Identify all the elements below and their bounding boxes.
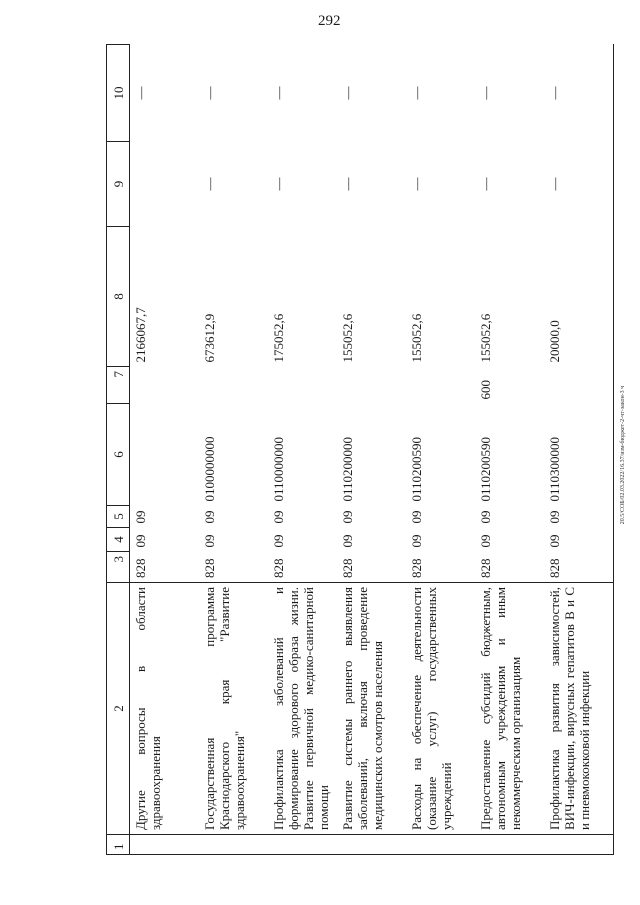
budget-table-rotated bbox=[106, 45, 606, 855]
row-code: 828 bbox=[271, 558, 286, 578]
row-amount: 155052,6 bbox=[409, 313, 424, 363]
row-section: 09 bbox=[202, 534, 217, 548]
header-col-2: 2 bbox=[107, 583, 130, 835]
row-col-10: — bbox=[544, 45, 614, 142]
table-row bbox=[268, 45, 337, 855]
row-expense-type bbox=[406, 367, 475, 404]
row-name: Предоставление субсидий бюджетным, автономным учреждениям и иным некоммерческим организациям bbox=[475, 583, 544, 835]
row-amount: 175052,6 bbox=[271, 313, 286, 363]
header-col-7: 7 bbox=[107, 367, 130, 404]
row-expense-type bbox=[337, 367, 406, 404]
header-row bbox=[107, 45, 130, 855]
row-col-10: — bbox=[478, 86, 493, 100]
row-name: Развитие системы раннего выявления заболеваний, включая проведение медицинских осмотров населения bbox=[337, 583, 406, 835]
row-code: 828 bbox=[478, 558, 493, 578]
row-target-code: 0100000000 bbox=[202, 436, 217, 502]
page-number: 292 bbox=[318, 13, 341, 29]
row-name: Государственная программа Краснодарского края "Развитие здравоохранения" bbox=[199, 583, 268, 835]
row-code: 828 bbox=[409, 558, 424, 578]
header-col-3: 3 bbox=[107, 552, 130, 583]
row-col-9: — bbox=[478, 177, 493, 191]
row-amount: 20000,0 bbox=[544, 227, 614, 367]
row-col-10: — bbox=[133, 86, 148, 100]
row-code: 828 bbox=[202, 558, 217, 578]
table-row bbox=[406, 45, 475, 855]
row-col-9 bbox=[130, 142, 200, 227]
header-col-9: 9 bbox=[107, 142, 130, 227]
row-subsection: 09 bbox=[202, 510, 217, 524]
row-col-9: — bbox=[409, 177, 424, 191]
table-row bbox=[475, 45, 544, 855]
row-section: 09 bbox=[544, 528, 614, 552]
header-col-8: 8 bbox=[107, 227, 130, 367]
table-row bbox=[199, 45, 268, 855]
header-col-10: 10 bbox=[107, 45, 130, 142]
row-col-10: — bbox=[409, 86, 424, 100]
row-amount: 673612,9 bbox=[202, 313, 217, 363]
row-subsection: 09 bbox=[271, 510, 286, 524]
row-expense-type bbox=[130, 367, 200, 404]
row-code: 828 bbox=[340, 558, 355, 578]
row-expense-type bbox=[268, 367, 337, 404]
budget-table bbox=[106, 44, 614, 855]
row-target-code: 0110200590 bbox=[478, 436, 493, 502]
row-section: 09 bbox=[478, 534, 493, 548]
row-col-9: — bbox=[271, 177, 286, 191]
row-expense-type bbox=[544, 367, 614, 404]
table-row bbox=[130, 45, 200, 855]
row-section: 09 bbox=[409, 534, 424, 548]
row-code: 828 bbox=[544, 552, 614, 583]
header-col-5: 5 bbox=[107, 506, 130, 528]
row-subsection: 09 bbox=[340, 510, 355, 524]
row-target-code: 0110000000 bbox=[271, 436, 286, 502]
row-name: Другие вопросы в области здравоохранения bbox=[130, 583, 200, 835]
row-name: Профилактика заболеваний и формирование здорового образа жизни. Развитие первичной медико-санитарной помощи bbox=[268, 583, 337, 835]
row-subsection: 09 bbox=[544, 506, 614, 528]
row-target-code bbox=[130, 404, 200, 506]
row-section: 09 bbox=[340, 534, 355, 548]
row-amount: 155052,6 bbox=[478, 313, 493, 363]
row-col-10: — bbox=[340, 86, 355, 100]
row-amount: 155052,6 bbox=[340, 313, 355, 363]
row-col-10: — bbox=[271, 86, 286, 100]
header-col-4: 4 bbox=[107, 528, 130, 552]
row-target-code: 0110300000 bbox=[544, 404, 614, 506]
row-subsection: 09 bbox=[133, 510, 148, 524]
row-name: Расходы на обеспечение деятельности (оказание услуг) государственных учреждений bbox=[406, 583, 475, 835]
row-name: Профилактика развития зависимостей, ВИЧ-инфекции, вирусных гепатитов В и С и пневмококковой инфекции bbox=[544, 583, 614, 835]
row-section: 09 bbox=[271, 534, 286, 548]
row-col-10: — bbox=[202, 86, 217, 100]
table-row bbox=[337, 45, 406, 855]
document-reference-note: 20.5/СОБ/02.03.2022/16.37/изм-бюджет-2-чт-закон-3 ч bbox=[620, 385, 626, 525]
header-col-1: 1 bbox=[107, 835, 130, 855]
row-code: 828 bbox=[133, 558, 148, 578]
header-col-6: 6 bbox=[107, 404, 130, 506]
row-amount: 2166067,7 bbox=[133, 307, 148, 363]
row-target-code: 0110200590 bbox=[409, 436, 424, 502]
row-subsection: 09 bbox=[478, 510, 493, 524]
row-section: 09 bbox=[133, 534, 148, 548]
row-col-9: — bbox=[544, 142, 614, 227]
row-target-code: 0110200000 bbox=[340, 436, 355, 502]
row-col-9: — bbox=[340, 177, 355, 191]
row-subsection: 09 bbox=[409, 510, 424, 524]
row-expense-type: 600 bbox=[478, 380, 493, 400]
row-col-9: — bbox=[202, 177, 217, 191]
table-row bbox=[544, 45, 614, 855]
row-expense-type bbox=[199, 367, 268, 404]
